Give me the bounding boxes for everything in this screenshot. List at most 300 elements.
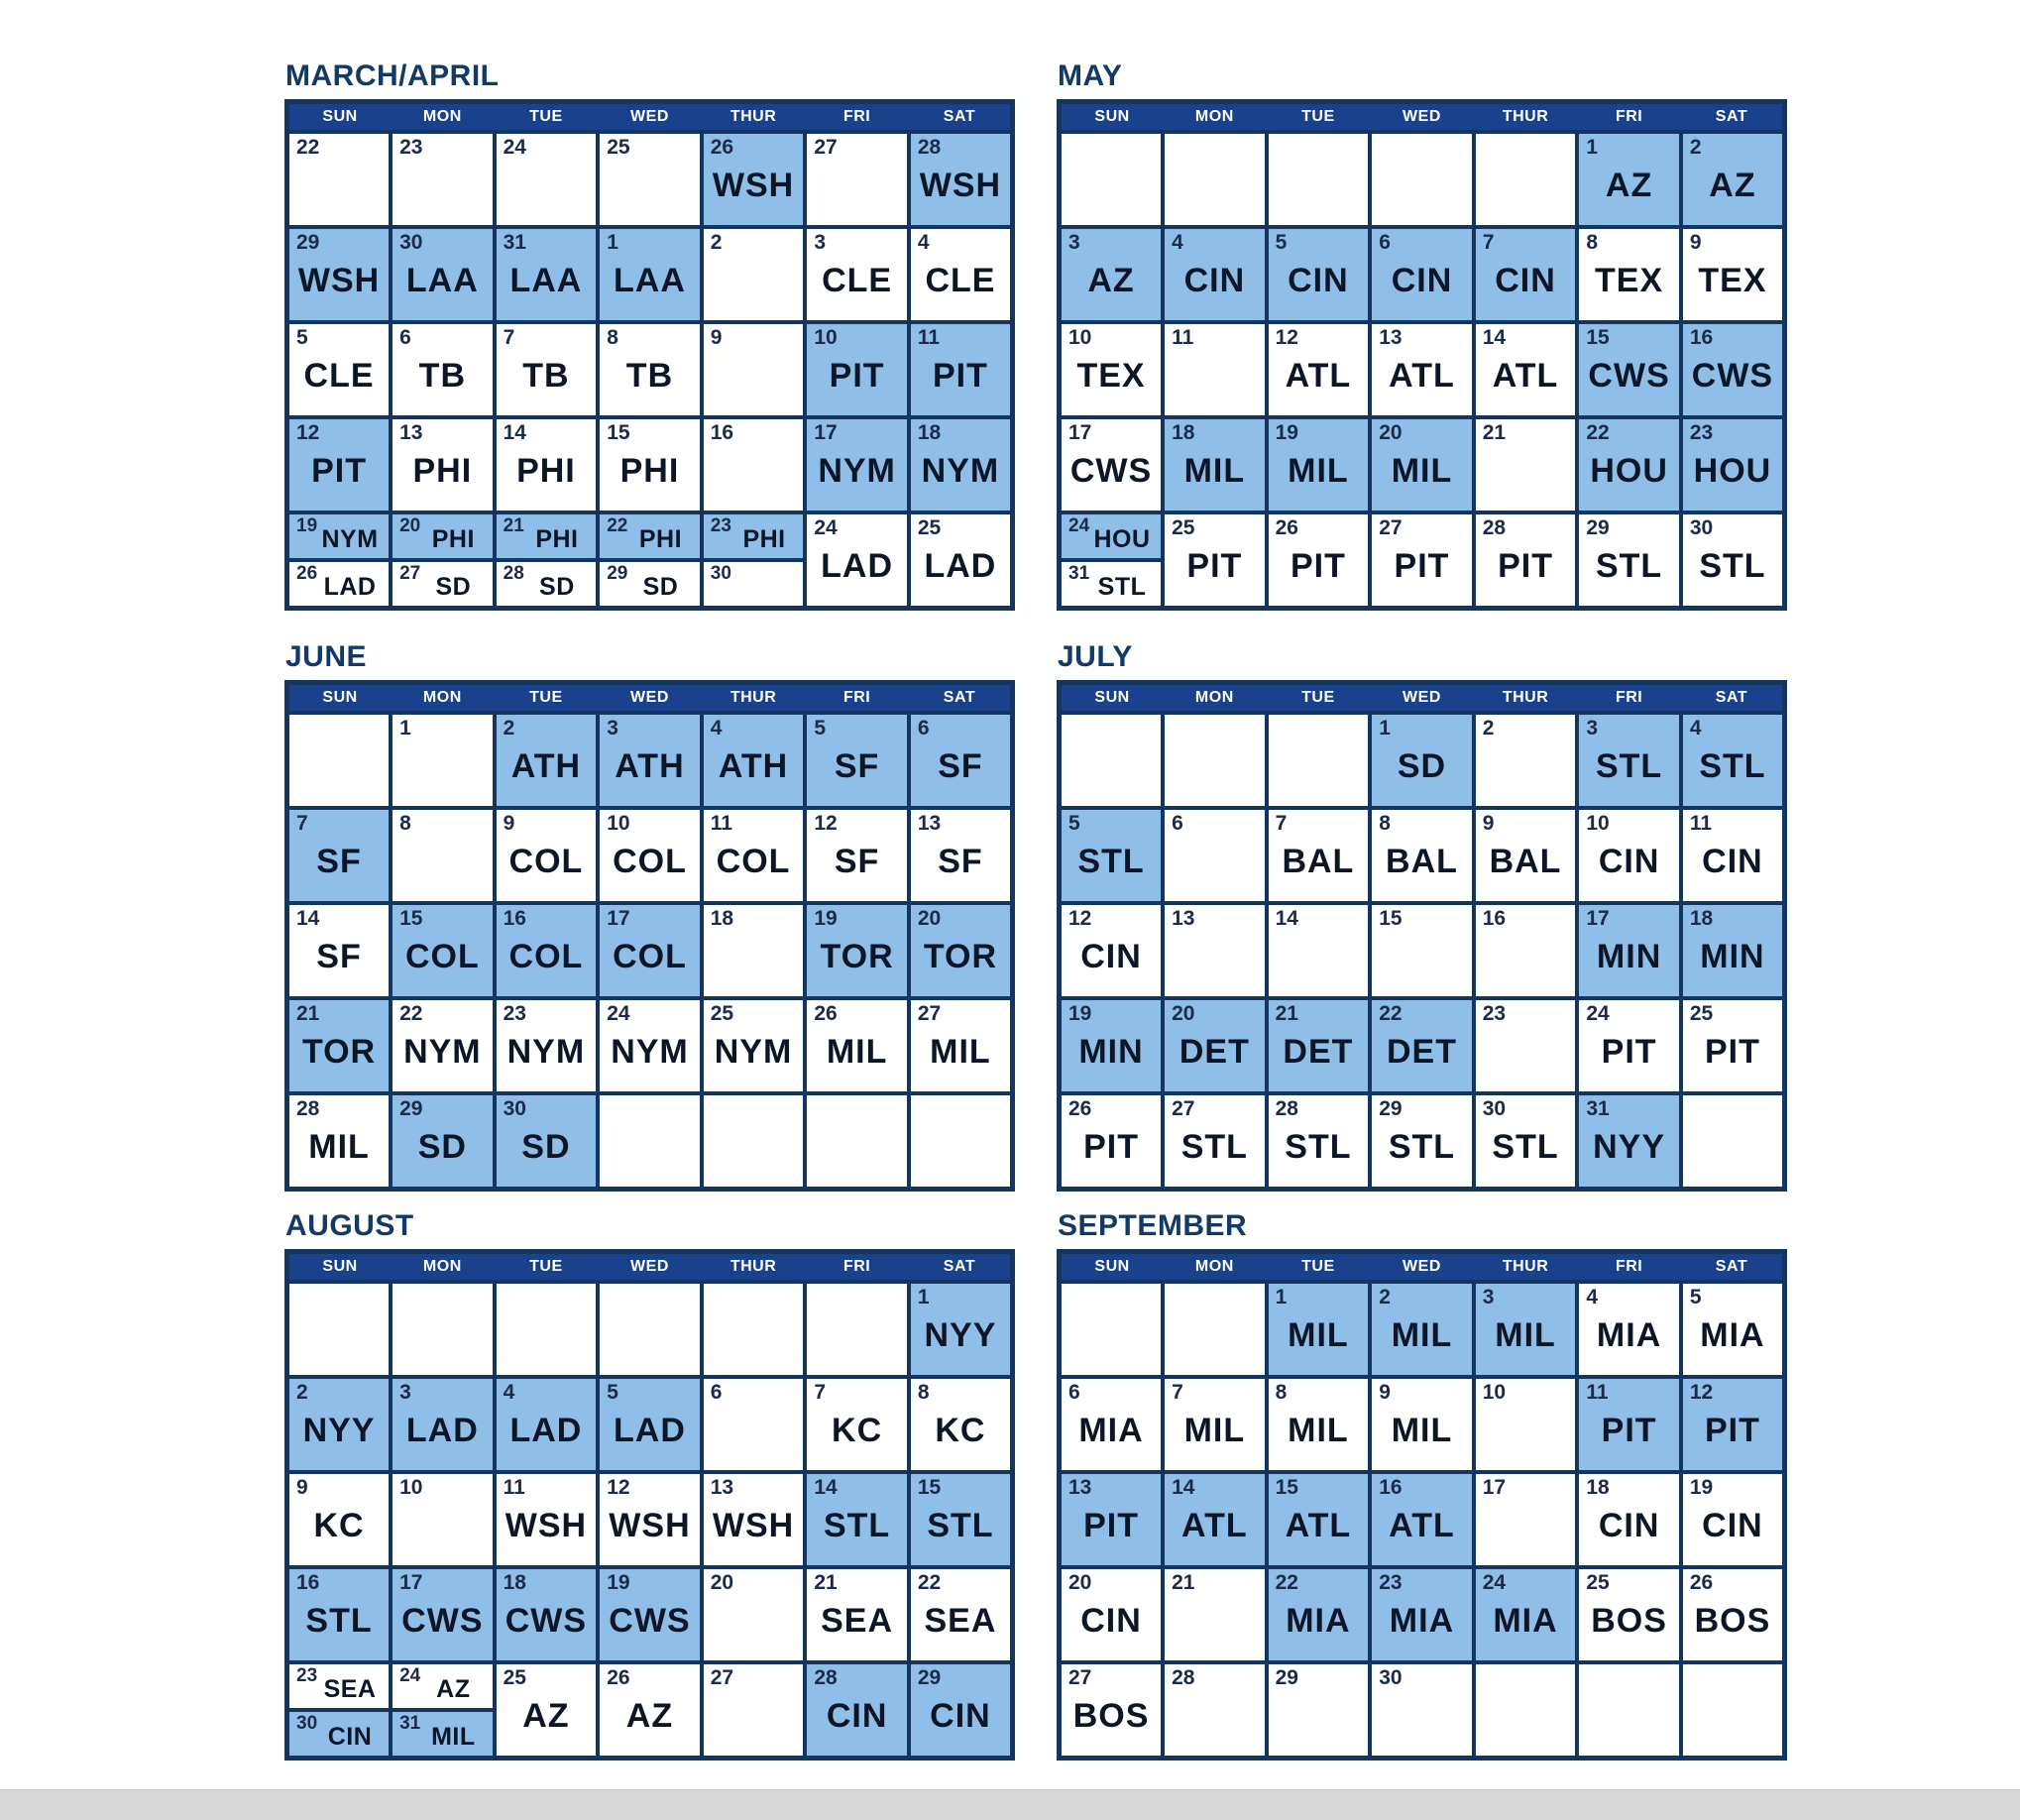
opponent-label: KC <box>935 1412 986 1449</box>
cell-content <box>497 905 597 996</box>
date-number: 28 <box>814 1666 838 1689</box>
date-number: 25 <box>1689 1002 1714 1025</box>
month-title: MARCH/APRIL <box>285 59 500 92</box>
calendar-cell-home-game <box>598 1567 702 1662</box>
calendar-cell-empty <box>1163 1662 1267 1759</box>
cell-content <box>1165 1474 1265 1565</box>
cell-content <box>1062 1379 1161 1470</box>
cell-content <box>1476 324 1576 415</box>
opponent-label: MIL <box>1288 1316 1349 1354</box>
calendar-cell-home-game <box>287 998 392 1093</box>
calendar-cell-split <box>287 1662 392 1759</box>
opponent-label: SD <box>435 572 472 601</box>
date-number: 10 <box>1482 1381 1507 1404</box>
calendar-week-row <box>287 903 1013 998</box>
calendar-cell-empty <box>805 1282 909 1377</box>
cell-content <box>1372 134 1472 225</box>
half-cell-home-game <box>704 514 804 558</box>
calendar-cell-home-game <box>1577 903 1681 998</box>
cell-content <box>289 1569 389 1660</box>
cell-content <box>1476 1095 1576 1187</box>
opponent-label: TEX <box>1595 262 1664 299</box>
day-header-tue: TUE <box>1267 683 1371 714</box>
calendar-cell-home-game <box>1681 1377 1785 1472</box>
calendar-cell-away-game <box>1474 1093 1578 1190</box>
calendar-cell-empty <box>1267 132 1371 227</box>
calendar-cell-away-game <box>391 998 495 1093</box>
opponent-label: PIT <box>1290 547 1346 585</box>
cell-content <box>807 1379 907 1470</box>
calendar-cell-away-game <box>1577 1282 1681 1377</box>
date-number: 12 <box>1689 1381 1714 1404</box>
opponent-label: KC <box>832 1412 883 1449</box>
opponent-label: MIA <box>1596 1316 1662 1354</box>
date-number: 24 <box>399 1665 421 1686</box>
opponent-label: ATL <box>1492 357 1559 395</box>
opponent-label: LAD <box>821 547 894 585</box>
opponent-label: HOU <box>1693 452 1772 490</box>
calendar-cell-away-game <box>1474 808 1578 903</box>
date-number: 16 <box>503 907 526 930</box>
cell-content <box>1579 324 1679 415</box>
calendar-cell-away-game <box>495 1662 599 1759</box>
cell-content <box>1476 905 1576 996</box>
cell-content <box>1062 810 1161 901</box>
date-number: 19 <box>1689 1476 1714 1499</box>
opponent-label: CIN <box>1598 1507 1660 1544</box>
opponent-label: SD <box>642 572 679 601</box>
opponent-label: AZ <box>1605 167 1653 204</box>
opponent-label: NYY <box>1593 1128 1666 1166</box>
date-number: 14 <box>503 421 526 444</box>
calendar-cell-home-game <box>1370 1472 1474 1567</box>
calendar-cell-away-game <box>1577 1567 1681 1662</box>
calendar-cell-home-game <box>909 1282 1013 1377</box>
calendar-cell-away-game <box>909 998 1013 1093</box>
day-header-mon: MON <box>391 683 495 714</box>
calendar-cell-home-game <box>1681 713 1785 808</box>
cell-content <box>1476 810 1576 901</box>
date-number: 2 <box>1379 1286 1391 1308</box>
calendar-cell-home-game <box>287 808 392 903</box>
date-number: 18 <box>917 421 942 444</box>
date-number: 12 <box>1068 907 1092 930</box>
calendar-week-row <box>1060 1282 1785 1377</box>
date-number: 20 <box>399 515 421 536</box>
cell-content <box>1683 229 1782 320</box>
half-cell-away-game <box>289 558 389 606</box>
date-number: 27 <box>1068 1666 1092 1689</box>
calendar-week-row <box>287 132 1013 227</box>
date-number: 6 <box>1379 231 1391 254</box>
date-number: 1 <box>607 231 618 254</box>
date-number: 24 <box>1586 1002 1610 1025</box>
date-number: 3 <box>399 1381 411 1404</box>
cell-content <box>600 1569 700 1660</box>
cell-content <box>1062 134 1161 225</box>
opponent-label: WSH <box>712 1507 795 1544</box>
opponent-label: LAA <box>405 262 479 299</box>
cell-content <box>497 134 597 225</box>
calendar-cell-away-game <box>909 808 1013 903</box>
cell-content <box>289 810 389 901</box>
calendar-cell-home-game <box>805 417 909 512</box>
opponent-label: ATL <box>1285 1507 1352 1544</box>
calendar-cell-empty <box>495 132 599 227</box>
opponent-label: STL <box>1077 843 1145 880</box>
cell-content <box>704 905 804 996</box>
cell-content <box>807 810 907 901</box>
calendar-week-row <box>1060 1093 1785 1190</box>
cell-content <box>1476 1379 1576 1470</box>
opponent-label: CIN <box>1183 262 1246 299</box>
cell-content <box>1476 715 1576 806</box>
opponent-label: PHI <box>742 524 786 553</box>
calendar-week-row <box>287 1093 1013 1190</box>
day-header-sat: SAT <box>909 1252 1013 1283</box>
cell-content <box>911 514 1010 606</box>
date-number: 21 <box>1172 1571 1195 1594</box>
date-number: 21 <box>1482 421 1507 444</box>
calendar-cell-home-game <box>1267 998 1371 1093</box>
cell-content <box>1372 324 1472 415</box>
cell-content <box>1165 1095 1265 1187</box>
calendar-cell-away-game <box>1163 1093 1267 1190</box>
cell-content <box>1683 419 1782 511</box>
date-number: 8 <box>399 812 411 835</box>
cell-content <box>911 324 1010 415</box>
day-header-tue: TUE <box>1267 102 1371 133</box>
date-number: 30 <box>710 563 731 584</box>
cell-content <box>704 715 804 806</box>
date-number: 9 <box>1689 231 1702 254</box>
date-number: 28 <box>1482 516 1507 539</box>
cell-content <box>393 905 493 996</box>
calendar-cell-home-game <box>1681 903 1785 998</box>
calendar-cell-empty <box>702 227 806 322</box>
calendar-cell-away-game <box>1681 1282 1785 1377</box>
calendar-cell-away-game <box>495 808 599 903</box>
day-header-thur: THUR <box>702 1252 806 1283</box>
calendar-cell-home-game <box>1060 808 1164 903</box>
opponent-label: COL <box>716 843 791 880</box>
opponent-label: ATH <box>615 747 685 785</box>
opponent-label: CIN <box>1598 843 1660 880</box>
date-number: 9 <box>710 326 723 349</box>
opponent-label: PIT <box>1186 547 1243 585</box>
cell-content <box>1683 514 1782 606</box>
half-cell-away-game <box>393 558 493 606</box>
calendar-week-row <box>1060 998 1785 1093</box>
calendar-cell-home-game <box>909 322 1013 417</box>
opponent-label: COL <box>613 938 687 975</box>
opponent-label: ATL <box>1389 1507 1455 1544</box>
calendar-cell-away-game <box>1163 1377 1267 1472</box>
opponent-label: STL <box>1285 1128 1352 1166</box>
date-number: 7 <box>1482 231 1495 254</box>
calendar-cell-away-game <box>1681 1567 1785 1662</box>
opponent-label: NYM <box>403 1033 482 1071</box>
calendar-cell-split <box>287 512 392 609</box>
cell-content <box>1372 905 1472 996</box>
cell-content <box>807 1569 907 1660</box>
opponent-label: WSH <box>505 1507 588 1544</box>
calendar-cell-away-game <box>1577 998 1681 1093</box>
opponent-label: HOU <box>1590 452 1668 490</box>
cell-content <box>289 1284 389 1375</box>
date-number: 16 <box>1482 907 1507 930</box>
calendar-cell-away-game <box>702 1472 806 1567</box>
opponent-label: CWS <box>1691 357 1774 395</box>
cell-content <box>1062 229 1161 320</box>
day-header-tue: TUE <box>495 1252 599 1283</box>
day-header-sun: SUN <box>287 102 392 133</box>
day-header-thur: THUR <box>702 683 806 714</box>
cell-content <box>497 1000 597 1091</box>
calendar-cell-home-game <box>1474 227 1578 322</box>
calendar-cell-empty <box>495 1282 599 1377</box>
calendar-cell-empty <box>1474 1472 1578 1567</box>
day-header-tue: TUE <box>1267 1252 1371 1283</box>
opponent-label: MIL <box>1288 452 1349 490</box>
cell-content <box>1165 134 1265 225</box>
date-number: 30 <box>503 1097 526 1120</box>
calendar-cell-away-game <box>1681 808 1785 903</box>
date-number: 9 <box>296 1476 308 1499</box>
calendar-may <box>1057 99 1787 611</box>
cell-content <box>600 810 700 901</box>
calendar-cell-home-game <box>1163 227 1267 322</box>
opponent-label: SF <box>938 747 983 785</box>
opponent-label: COL <box>508 938 584 975</box>
cell-content <box>497 1569 597 1660</box>
opponent-label: STL <box>1699 547 1766 585</box>
cell-content <box>1476 1664 1576 1756</box>
opponent-label: WSH <box>609 1507 691 1544</box>
date-number: 4 <box>503 1381 515 1404</box>
date-number: 26 <box>1068 1097 1092 1120</box>
calendar-cell-away-game <box>1370 1093 1474 1190</box>
cell-content <box>807 324 907 415</box>
calendar-cell-home-game <box>1681 322 1785 417</box>
cell-content <box>1476 514 1576 606</box>
date-number: 26 <box>607 1666 630 1689</box>
opponent-label: PIT <box>1394 547 1450 585</box>
calendar-cell-home-game <box>1577 322 1681 417</box>
calendar-cell-away-game <box>1163 512 1267 609</box>
opponent-label: MIL <box>1391 452 1453 490</box>
calendar-cell-home-game <box>391 1093 495 1190</box>
cell-content <box>1683 810 1782 901</box>
date-number: 6 <box>917 717 930 739</box>
calendar-cell-home-game <box>1060 1472 1164 1567</box>
cell-content <box>1683 324 1782 415</box>
day-header-thur: THUR <box>1474 683 1578 714</box>
calendar-june <box>284 680 1015 1192</box>
opponent-label: AZ <box>1709 167 1756 204</box>
cell-content <box>1165 324 1265 415</box>
calendar-cell-empty <box>598 1282 702 1377</box>
date-number: 12 <box>607 1476 630 1499</box>
opponent-label: PHI <box>412 452 473 490</box>
calendar-cell-home-game <box>909 1662 1013 1759</box>
opponent-label: CIN <box>1391 262 1453 299</box>
calendar-cell-away-game <box>909 512 1013 609</box>
calendar-cell-empty <box>909 1093 1013 1190</box>
calendar-cell-home-game <box>1267 417 1371 512</box>
date-number: 6 <box>710 1381 723 1404</box>
cell-content <box>911 810 1010 901</box>
opponent-label: ATL <box>1285 357 1352 395</box>
cell-content <box>1372 514 1472 606</box>
opponent-label: MIL <box>1391 1412 1453 1449</box>
calendar-cell-home-game <box>598 713 702 808</box>
calendar-week-row <box>1060 1662 1785 1759</box>
opponent-label: CIN <box>1080 938 1142 975</box>
date-number: 5 <box>1275 231 1288 254</box>
date-number: 21 <box>296 1002 320 1025</box>
opponent-label: MIA <box>1389 1602 1455 1640</box>
date-number: 28 <box>1172 1666 1195 1689</box>
opponent-label: STL <box>927 1507 994 1544</box>
calendar-cell-empty <box>702 417 806 512</box>
cell-content <box>1476 134 1576 225</box>
date-number: 31 <box>1068 563 1090 584</box>
date-number: 15 <box>917 1476 942 1499</box>
date-number: 24 <box>1482 1571 1507 1594</box>
calendar-cell-home-game <box>805 1662 909 1759</box>
half-cell-away-game <box>600 558 700 606</box>
horizontal-scrollbar[interactable] <box>0 1789 2020 1820</box>
cell-content <box>911 134 1010 225</box>
month-title: MAY <box>1058 59 1123 92</box>
date-number: 20 <box>1379 421 1403 444</box>
opponent-label: AZ <box>625 1697 674 1735</box>
day-header-sat: SAT <box>909 102 1013 133</box>
calendar-cell-empty <box>1681 1662 1785 1759</box>
calendar-cell-away-game <box>1370 322 1474 417</box>
date-number: 13 <box>399 421 423 444</box>
date-number: 22 <box>607 515 628 536</box>
opponent-label: TB <box>625 357 674 395</box>
opponent-label: SF <box>938 843 983 880</box>
calendar-cell-home-game <box>909 713 1013 808</box>
date-number: 7 <box>814 1381 826 1404</box>
date-number: 2 <box>503 717 515 739</box>
cell-content <box>1372 715 1472 806</box>
opponent-label: SF <box>834 747 880 785</box>
calendar-cell-home-game <box>805 322 909 417</box>
day-header-fri: FRI <box>1577 1252 1681 1283</box>
date-number: 24 <box>814 516 838 539</box>
calendar-cell-empty <box>1163 713 1267 808</box>
day-header-mon: MON <box>391 1252 495 1283</box>
date-number: 22 <box>296 136 320 159</box>
opponent-label: SF <box>316 938 362 975</box>
cell-content <box>497 1379 597 1470</box>
calendar-cell-away-game <box>598 1472 702 1567</box>
calendar-week-row <box>1060 1472 1785 1567</box>
calendar-cell-away-game <box>909 227 1013 322</box>
opponent-label: TOR <box>923 938 998 975</box>
cell-content <box>704 1095 804 1187</box>
cell-content <box>1062 715 1161 806</box>
opponent-label: STL <box>305 1602 373 1640</box>
date-number: 2 <box>296 1381 308 1404</box>
date-number: 15 <box>1275 1476 1298 1499</box>
calendar-cell-home-game <box>1267 1472 1371 1567</box>
date-number: 15 <box>1586 326 1610 349</box>
date-number: 18 <box>1689 907 1714 930</box>
calendar-cell-away-game <box>1681 998 1785 1093</box>
calendar-cell-empty <box>1474 713 1578 808</box>
calendar-cell-empty <box>391 713 495 808</box>
calendar-cell-home-game <box>391 903 495 998</box>
opponent-label: MIL <box>930 1033 991 1071</box>
cell-content <box>1165 229 1265 320</box>
day-header-wed: WED <box>1370 1252 1474 1283</box>
cell-content <box>1269 715 1369 806</box>
date-number: 25 <box>710 1002 734 1025</box>
cell-content <box>393 810 493 901</box>
date-number: 23 <box>399 136 423 159</box>
date-number: 23 <box>296 1665 318 1686</box>
calendar-cell-away-game <box>909 1377 1013 1472</box>
date-number: 20 <box>917 907 942 930</box>
date-number: 29 <box>1275 1666 1298 1689</box>
date-number: 4 <box>1586 1286 1598 1308</box>
opponent-label: MIL <box>431 1722 476 1751</box>
opponent-label: STL <box>823 1507 891 1544</box>
date-number: 7 <box>296 812 308 835</box>
date-number: 2 <box>1689 136 1702 159</box>
day-header-fri: FRI <box>1577 102 1681 133</box>
day-header-mon: MON <box>391 102 495 133</box>
date-number: 17 <box>1482 1476 1507 1499</box>
opponent-label: PIT <box>1704 1412 1760 1449</box>
date-number: 19 <box>296 515 318 536</box>
opponent-label: STL <box>1595 747 1663 785</box>
cell-content <box>600 1664 700 1756</box>
day-header-sat: SAT <box>1681 1252 1785 1283</box>
day-header-tue: TUE <box>495 102 599 133</box>
date-number: 30 <box>1482 1097 1507 1120</box>
calendar-cell-away-game <box>1267 1093 1371 1190</box>
date-number: 22 <box>399 1002 423 1025</box>
calendar-cell-away-game <box>702 808 806 903</box>
calendar-week-row <box>287 322 1013 417</box>
calendar-cell-empty <box>391 808 495 903</box>
calendar-week-row <box>287 417 1013 512</box>
cell-content <box>393 1095 493 1187</box>
calendar-cell-home-game <box>909 1472 1013 1567</box>
calendar-header-row <box>287 102 1013 133</box>
cell-content <box>289 715 389 806</box>
calendar-cell-split <box>1060 512 1164 609</box>
calendar-cell-away-game <box>287 1472 392 1567</box>
date-number: 8 <box>607 326 618 349</box>
cell-content <box>807 715 907 806</box>
calendar-cell-home-game <box>909 903 1013 998</box>
cell-content <box>1579 419 1679 511</box>
date-number: 17 <box>814 421 838 444</box>
opponent-label: MIL <box>1495 1316 1556 1354</box>
date-number: 1 <box>917 1286 930 1308</box>
cell-content <box>1579 1379 1679 1470</box>
opponent-label: MIL <box>1288 1412 1349 1449</box>
calendar-cell-empty <box>1163 1282 1267 1377</box>
cell-content <box>600 419 700 511</box>
